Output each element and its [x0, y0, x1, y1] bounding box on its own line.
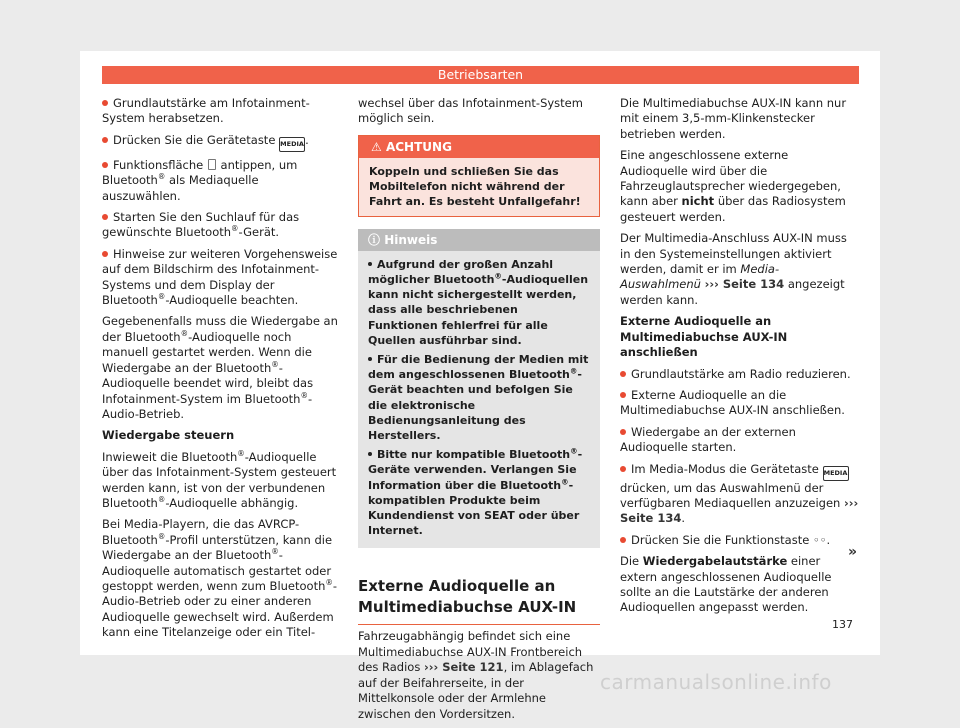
section-title: Externe Audioquelle an Multimediabuchse AUX-IN [358, 576, 600, 625]
media-key-icon: MEDIA [279, 137, 305, 152]
column-1 [102, 96, 340, 647]
bullet-icon [620, 392, 626, 398]
paragraph: Inwieweit die Bluetooth®-Audioquelle über das Infotainment-System gesteuert werden kann, ist von der verbundenen Bluetooth®-Audioquelle abhängig. [102, 448, 337, 510]
list-item: Bitte nur kompatible Bluetooth®-Geräte verwenden. Verlangen Sie Information über die Bluetooth®-kompatiblen Produkte beim Kundendienst von SEAT oder über Internet. [368, 446, 583, 538]
paragraph: Gegebenenfalls muss die Wiedergabe an der Bluetooth®-Audioquelle noch manuell gestartet werden. Wenn die Wiedergabe an der Bluetooth®-Audioquelle beendet wird, bleibt das Infotainment-System im Bluetooth®-Audio-Betrieb. [102, 314, 338, 421]
page-link[interactable]: ››› Seite 134 [704, 277, 785, 292]
hint-box: ⓘ Hinweis Aufgrund der großen Anzahl möglicher Bluetooth®-Audioquellen kann nicht sichergestellt werden, dass alle beschriebenen Funktionen fehlerfrei für alle Quellen ausführbar sind. Für die Bedienung der Medien mit dem angeschlossenen Bluetooth®-Gerät beachten und befolgen Sie die elektronische Bedienungsanleitung des Herstellers. Bitte nur kompatible Bluetooth®-Geräte verwenden. Verlangen Sie Information über die Bluetooth®-kompatiblen Produkte beim Kundendienst von SEAT oder über Internet. [358, 229, 600, 549]
page-link[interactable]: ››› Seite 134 [620, 495, 859, 526]
subheading: Wiedergabe steuern [102, 428, 235, 443]
media-key-icon: MEDIA [823, 466, 849, 481]
bullet-icon [102, 137, 108, 143]
column-2 [358, 96, 600, 728]
bullet-icon [102, 251, 108, 257]
paragraph: Eine angeschlossene externe Audioquelle wird über die Fahrzeuglautsprecher wiedergegeben, kann aber nicht über das Radiosystem gesteuert werden. [620, 148, 846, 224]
list-item: Funktionsfläche antippen, um Bluetooth® als Mediaquelle auszuwählen. [102, 157, 298, 203]
bullet-icon [620, 371, 626, 377]
list-item: Drücken Sie die Gerätetaste MEDIA. [102, 133, 340, 152]
list-item: Externe Audioquelle an die Multimediabuchse AUX-IN anschließen. [620, 387, 845, 418]
paragraph: wechsel über das Infotainment-System möglich sein. [358, 96, 583, 126]
aux-icon: ◦◦ [812, 532, 827, 547]
paragraph: Die Multimediabuchse AUX-IN kann nur mit einem 3,5-mm-Klinkenstecker betrieben werden. [620, 96, 847, 141]
list-item: Hinweise zur weiteren Vorgehensweise auf dem Bildschirm des Infotainment-Systems und dem Display der Bluetooth®-Audioquelle beachten. [102, 246, 338, 308]
page-header: Betriebsarten [102, 66, 859, 84]
list-item: Wiedergabe an der externen Audioquelle starten. [620, 424, 796, 455]
list-item: Drücken Sie die Funktionstaste ◦◦. [620, 533, 859, 548]
subheading: Externe Audioquelle an Multimediabuchse AUX-IN anschließen [620, 314, 788, 360]
paragraph: Bei Media-Playern, die das AVRCP-Bluetooth®-Profil unterstützen, kann die Wiedergabe an der Bluetooth®-Audioquelle automatisch gestartet oder gestoppt werden, wenn zum Bluetooth®-Audio-Betrieb oder zu einer anderen Audioquelle gewechselt wird. Außerdem kann eine Titelanzeige oder ein Titel- [102, 517, 338, 640]
continue-marker: » [848, 544, 858, 560]
bullet-icon [102, 214, 108, 220]
list-item: Aufgrund der großen Anzahl möglicher Bluetooth®-Audioquellen kann nicht sichergestellt werden, dass alle beschriebenen Funktionen fehlerfrei für alle Quellen ausführbar sind. [368, 257, 589, 347]
paragraph: Fahrzeugabhängig befindet sich eine Multimediabuchse AUX-IN Frontbereich des Radios ››› Seite 121, im Ablagefach auf der Beifahrerseite, in der Mittelkonsole oder der Armlehne zwischen den Vordersitzen. [358, 629, 594, 721]
list-item: Starten Sie den Suchlauf für das gewünschte Bluetooth®-Gerät. [102, 210, 300, 240]
list-item: Grundlautstärke am Radio reduzieren. [620, 367, 859, 382]
bullet-icon [102, 100, 108, 106]
page-number: 137 [832, 618, 853, 631]
bullet-icon [620, 466, 626, 472]
paragraph: Der Multimedia-Anschluss AUX-IN muss in den Systemeinstellungen aktiviert werden, damit er im Media-Auswahlmenü ››› Seite 134 angezeigt werden kann. [620, 231, 847, 307]
paragraph: Die Wiedergabelautstärke einer extern angeschlossenen Audioquelle sollte an die Lautstärke der anderen Audioquellen angepasst werden. [620, 554, 832, 615]
list-item: Im Media-Modus die Gerätetaste MEDIA drücken, um das Auswahlmenü der verfügbaren Mediaquellen anzuzeigen ››› Seite 134. [620, 461, 859, 526]
warning-box: ⚠ ACHTUNG Koppeln und schließen Sie das Mobiltelefon nicht während der Fahrt an. Es besteht Unfallgefahr! [358, 135, 600, 217]
column-3 [620, 96, 859, 622]
list-item: Für die Bedienung der Medien mit dem angeschlossenen Bluetooth®-Gerät beachten und befolgen Sie die elektronische Bedienungsanleitung des Herstellers. [368, 353, 589, 443]
page-link[interactable]: ››› Seite 121 [424, 660, 504, 675]
watermark: carmanualsonline.info [600, 670, 832, 694]
warning-icon: ⚠ [371, 139, 382, 154]
info-icon: ⓘ [368, 232, 381, 247]
bullet-icon [102, 162, 108, 168]
bullet-icon [620, 429, 626, 435]
list-item: Grundlautstärke am Infotainment-System herabsetzen. [102, 96, 310, 126]
phone-icon [208, 159, 216, 170]
bullet-icon [620, 537, 626, 543]
